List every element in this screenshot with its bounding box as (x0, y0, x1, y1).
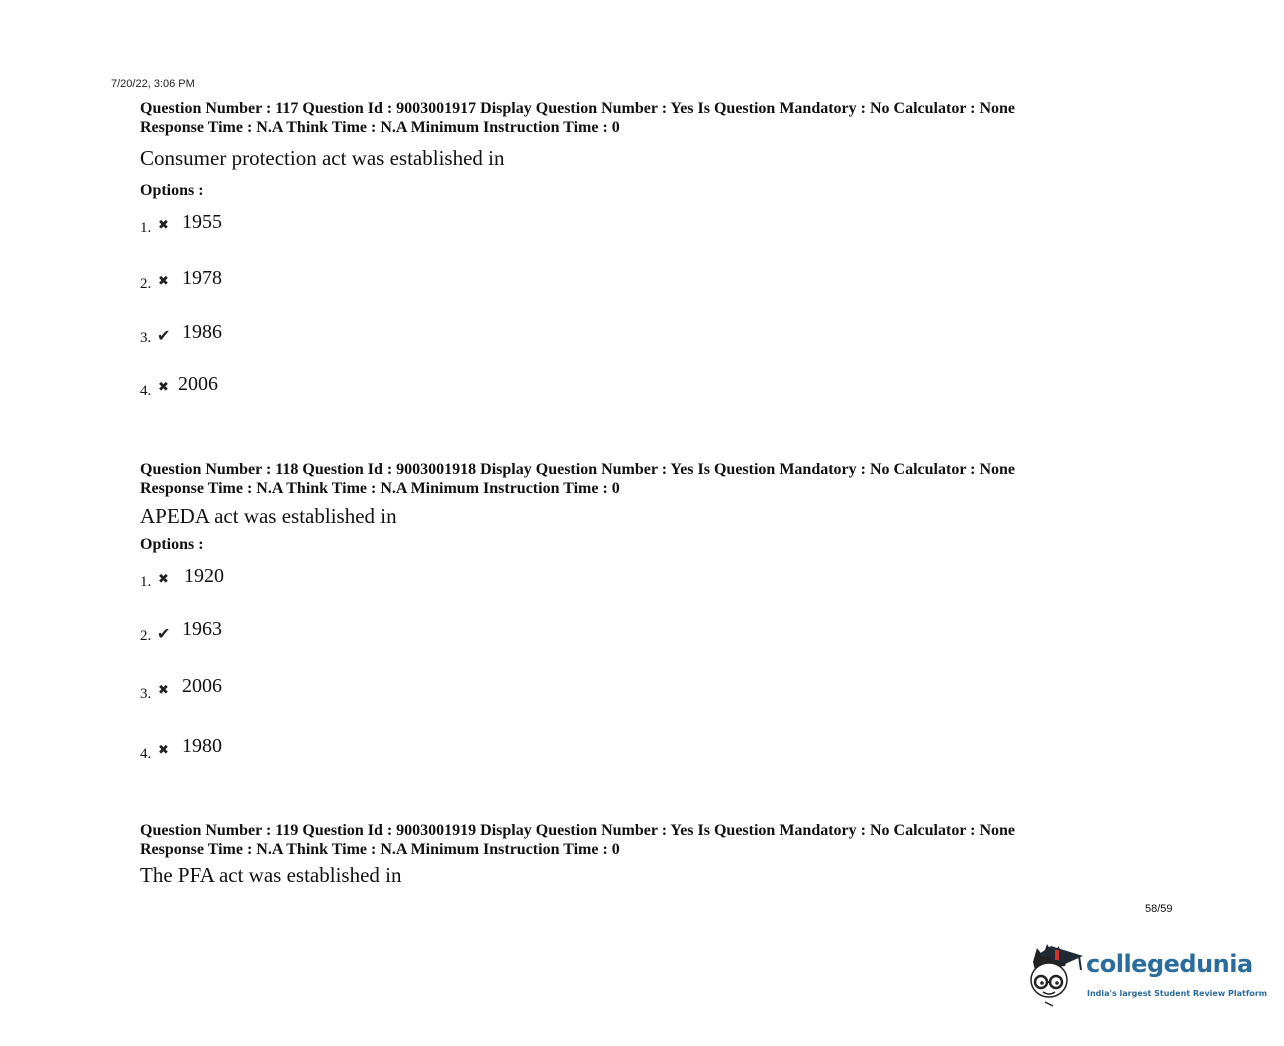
option-value: 2006 (182, 675, 222, 697)
question-118 (140, 460, 1140, 762)
option-value: 1963 (182, 618, 222, 640)
question-meta (140, 99, 1140, 137)
mascot-icon (1025, 940, 1087, 1010)
check-icon: ✔ (157, 624, 171, 643)
question-meta-line2: Response Time : N.A Think Time : N.A Minimum Instruction Time : 0 (140, 841, 620, 858)
option-number: 1. (140, 574, 152, 590)
options-label: Options : (140, 182, 204, 199)
logo-tagline: India's largest Student Review Platform (1087, 989, 1268, 998)
question-meta-line2: Response Time : N.A Think Time : N.A Minimum Instruction Time : 0 (140, 119, 620, 136)
question-meta (140, 460, 1140, 498)
option-value: 1955 (182, 211, 222, 233)
question-meta-line1: Question Number : 119 Question Id : 9003001919 Display Question Number : Yes Is Question Mandatory : No Calculator : None (140, 822, 1016, 839)
question-text: Consumer protection act was established in (140, 146, 505, 170)
option-value: 1986 (182, 321, 222, 343)
cross-icon: ✖ (158, 380, 169, 395)
check-icon: ✔ (157, 326, 171, 345)
option-number: 1. (140, 220, 152, 236)
cross-icon: ✖ (158, 683, 169, 698)
cross-icon: ✖ (158, 572, 169, 587)
option-number: 4. (140, 383, 152, 399)
options-label: Options : (140, 536, 204, 553)
option-value: 1980 (182, 735, 222, 757)
option-number: 4. (140, 746, 152, 762)
question-meta-line1: Question Number : 117 Question Id : 9003001917 Display Question Number : Yes Is Question Mandatory : No Calculator : None (140, 100, 1016, 117)
question-text: The PFA act was established in (140, 863, 402, 887)
option-value: 2006 (178, 373, 218, 395)
option-number: 3. (140, 330, 152, 346)
timestamp: 7/20/22, 3:06 PM (111, 78, 195, 90)
question-119 (140, 821, 1140, 888)
option-number: 3. (140, 686, 152, 702)
cross-icon: ✖ (158, 274, 169, 289)
question-text: APEDA act was established in (140, 504, 397, 528)
option-value: 1920 (184, 565, 224, 587)
cross-icon: ✖ (158, 743, 169, 758)
cross-icon: ✖ (158, 218, 169, 233)
page-number: 58/59 (1145, 903, 1173, 915)
question-meta-line2: Response Time : N.A Think Time : N.A Minimum Instruction Time : 0 (140, 480, 620, 497)
question-117 (140, 99, 1140, 399)
question-meta-line1: Question Number : 118 Question Id : 9003001918 Display Question Number : Yes Is Question Mandatory : No Calculator : None (140, 461, 1016, 478)
option-number: 2. (140, 276, 152, 292)
collegedunia-logo (1025, 940, 1268, 1010)
option-value: 1978 (182, 267, 222, 289)
question-meta (140, 821, 1140, 859)
option-number: 2. (140, 628, 152, 644)
logo-wordmark: collegedunia (1086, 950, 1253, 978)
